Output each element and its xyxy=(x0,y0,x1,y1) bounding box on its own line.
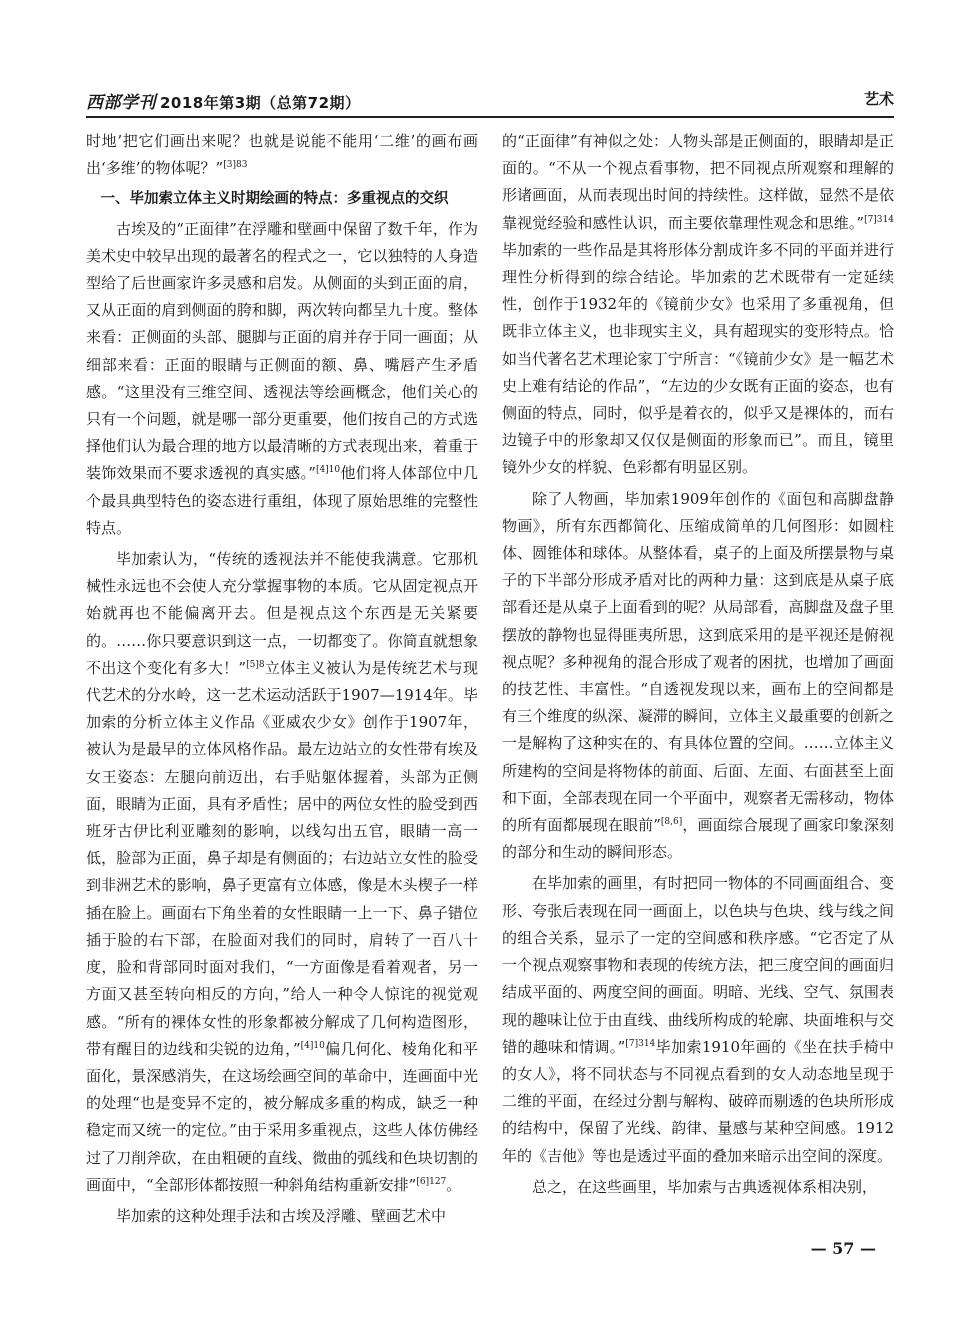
citation: [7]314 xyxy=(864,214,894,225)
paragraph xyxy=(502,128,894,482)
paragraph-text: 除了人物画，毕加索1909年创作的《面包和高脚盘静物画》，所有东西都简化、压缩成简单的几何图形：如圆柱体、圆锥体和球体。从整体看，桌子的上面及所摆景物与桌子的下半部分形成矛盾对比的两种力量：这到底是从桌子底部看还是从桌子上面看到的呢？从局部看，高脚盘及盘子里摆放的静物也显得匪夷所思，这到底采用的是平视还是俯视视点呢？多种视角的混合形成了观者的困扰，也增加了画面的技艺性、丰富性。“自透视发现以来，画布上的空间都是有三个维度的纵深、凝滞的瞬间，立体主义最重要的创新之一是解构了这种实在的、有具体位置的空间。……立体主义所建构的空间是将物体的前面、后面、左面、右面甚至上面和下面，全部表现在同一个平面中，观察者无需移动，物体的所有面都展现在眼前” xyxy=(502,489,894,835)
paragraph xyxy=(86,1203,478,1230)
paragraph-text: 立体主义被认为是传统艺术与现代艺术的分水岭，这一艺术运动活跃于1907—1914年。毕加索的分析立体主义作品《亚威农少女》创作于1907年，被认为是最早的立体风格作品。最左边站立的女性带有埃及女王姿态：左腿向前迈出，右手贴躯体握着，头部为正侧面，眼睛为正面，具有矛盾性；居中的两位女性的脸受到西班牙古伊比利亚雕刻的影响，以线勾出五官，眼睛一高一低，脸部为正面，鼻子却是有侧面的；右边站立女性的脸受到非洲艺术的影响，鼻子更富有立体感，像是木头楔子一样插在脸上。画面右下角坐着的女性眼睛一上一下、鼻子错位插于脸的右下部，在脸面对我们的同时，肩转了一百八十度，脸和背部同时面对我们，“一方面像是看着观者，另一方面又甚至转向相反的方向，”给人一种令人惊诧的视觉观感。“所有的裸体女性的形象都被分解成了几何构造图形，带有醒目的边线和尖锐的边角，” xyxy=(86,658,478,1058)
page-number: — 57 — xyxy=(810,1239,876,1258)
section-label: 艺术 xyxy=(863,90,894,108)
running-header xyxy=(86,88,894,114)
right-column xyxy=(502,128,894,1201)
paragraph-text: 时地’把它们画出来呢？也就是说能不能用‘二维’的画布画出‘多维’的物体呢？” xyxy=(86,132,478,178)
section-heading: 一、毕加索立体主义时期绘画的特点：多重视点的交织 xyxy=(100,191,449,208)
citation: [4]10 xyxy=(300,1040,325,1051)
citation: [3]83 xyxy=(223,160,248,171)
paragraph-text: 偏几何化、棱角化和平面化，景深感消失，在这场绘画空间的革命中，连画面中光的处理“也是变异不定的，被分解成多重的构成，缺乏一种稳定而又统一的定位。”由于采用多重视点，这些人体仿佛经过了刀削斧砍，在由粗硬的直线、微曲的弧线和色块切割的画面中，“全部形体都按照一种斜角结构重新安排” xyxy=(86,1039,478,1194)
paragraph xyxy=(86,546,478,1199)
citation: [5]8 xyxy=(246,659,265,670)
paragraph-text: 毕加索1910年画的《坐在扶手椅中的女人》，将不同状态与不同视点看到的女人动态地呈现于二维的平面，在经过分割与解构、破碎而剔透的色块所形成的结构中，保留了光线、韵律、量感与某种空间感。1912年的《吉他》等也是透过平面的叠加来暗示出空间的深度。 xyxy=(502,1037,894,1165)
citation: [8,6] xyxy=(660,817,683,828)
paragraph-text: 毕加索的这种处理手法和古埃及浮雕、壁画艺术中 xyxy=(116,1206,447,1225)
paragraph-text: 毕加索的一些作品是其将形体分割成许多不同的平面并进行理性分析得到的综合结论。毕加索的艺术既带有一定延续性，创作于1932年的《镜前少女》也采用了多重视角，但既非立体主义，也非现实主义，具有超现实的变形特点。恰如当代著名艺术理论家丁宁所言：“《镜前少女》是一幅艺术史上难有结论的作品”，“左边的少女既有正面的姿态，也有侧面的特点，同时，似乎是着衣的，似乎又是裸体的，而右边镜子中的形象却又仅仅是侧面的形象而已”。而且，镜里镜外少女的样貌、色彩都有明显区别。 xyxy=(502,240,894,477)
paragraph-text: 总之，在这些画里，毕加索与古典透视体系相决别， xyxy=(532,1177,878,1196)
paragraph xyxy=(502,1174,894,1201)
citation: [7]314 xyxy=(625,1038,656,1049)
journal-logo: 西部学刊 xyxy=(86,93,156,113)
paragraph xyxy=(502,870,894,1169)
paragraph-text: 。 xyxy=(446,1175,462,1194)
left-column xyxy=(86,128,478,1230)
paragraph-text: 古埃及的“正面律”在浮雕和壁画中保留了数千年，作为美术史中较早出现的最著名的程式之一，它以独特的人身造型给了后世画家许多灵感和启发。从侧面的头到正面的肩，又从正面的肩到侧面的胯和脚，两次转向都呈九十度。整体来看：正侧面的头部、腿脚与正面的肩并存于同一画面；从细部来看：正面的眼睛与正侧面的额、鼻、嘴唇产生矛盾感。“这里没有三维空间、透视法等绘画概念，他们关心的只有一个问题，就是哪一部分更重要，他们按自己的方式选择他们认为最合理的地方以最清晰的方式表现出来，着重于装饰效果而不要求透视的真实感。” xyxy=(86,219,478,483)
citation: [6]127 xyxy=(416,1176,447,1187)
paragraph xyxy=(502,486,894,867)
paragraph-text: 毕加索认为，“传统的透视法并不能使我满意。它那机械性永远也不会使人充分掌握事物的本质。它从固定视点开始就再也不能偏离开去。但是视点这个东西是无关紧要的。……你只要意识到这一点，一切都变了。你简直就想象不出这个变化有多大！” xyxy=(86,550,478,677)
header-rule xyxy=(86,116,894,118)
paragraph xyxy=(86,128,478,182)
citation: [4]10 xyxy=(315,465,341,476)
journal-title xyxy=(86,88,361,113)
paragraph-text: ，画面综合展现了画家印象深刻的部分和生动的瞬间形态。 xyxy=(502,816,894,862)
paragraph xyxy=(86,216,478,542)
paragraph-text: 的“正面律”有神似之处：人物头部是正侧面的，眼睛却是正面的。“不从一个视点看事物，把不同视点所观察和理解的形诸画面，从而表现出时间的持续性。这样做，显然不是依靠视觉经验和感性认识，而主要依靠理性观念和思维。” xyxy=(502,132,894,232)
journal-issue: 2018年第3期（总第72期） xyxy=(160,94,361,112)
paragraph-text: 在毕加索的画里，有时把同一物体的不同画面组合、变形、夸张后表现在同一画面上，以色块与色块、线与线之间的组合关系，显示了一定的空间感和秩序感。“它否定了从一个视点观察事物和表现的传统方法，把三度空间的画面归结成平面的、两度空间的画面。明暗、光线、空气、氛围表现的趣味让位于由直线、曲线所构成的轮廓、块面堆积与交错的趣味和情调。” xyxy=(502,874,894,1056)
paragraph-text: 他们将人体部位中几个最具典型特色的姿态进行重组，体现了原始思维的完整性特点。 xyxy=(86,464,478,537)
